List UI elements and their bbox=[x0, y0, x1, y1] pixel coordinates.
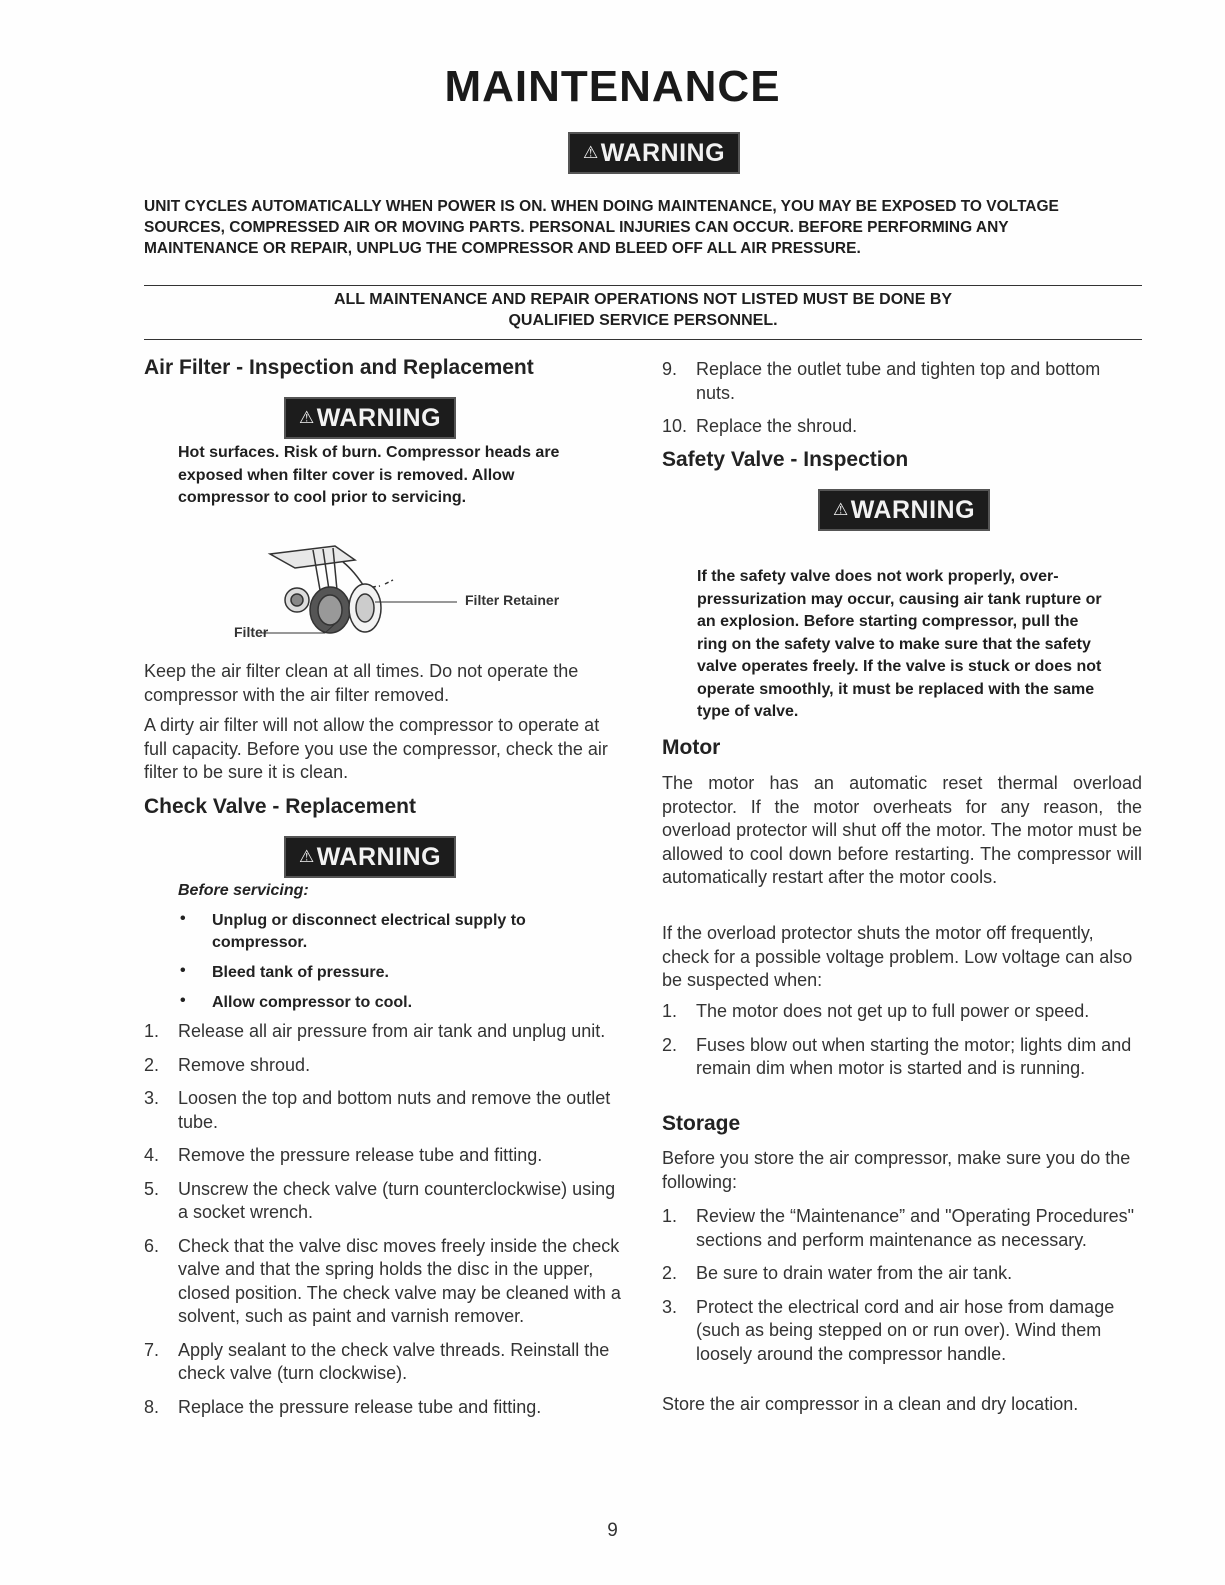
warning-badge: ⚠ WARNING bbox=[284, 397, 456, 439]
storage-outro: Store the air compressor in a clean and dry location. bbox=[662, 1394, 1079, 1414]
list-item: 4. Remove the pressure release tube and fitting. bbox=[144, 1145, 543, 1165]
motor-paragraph: The motor has an automatic reset thermal overload protector. If the motor overheats for any reason, the overload protector will shut off the motor. The motor must be allowed to cool down before restarting. The compressor will automatically restart after the motor cools. bbox=[662, 773, 1142, 887]
notice-text: ALL MAINTENANCE AND REPAIR OPERATIONS NOT LISTED MUST BE DONE BY QUALIFIED SERVICE PERSONNEL. bbox=[333, 291, 953, 329]
warning-badge: ⚠ WARNING bbox=[568, 132, 740, 174]
divider bbox=[144, 339, 1142, 340]
list-item: 3. Loosen the top and bottom nuts and remove the outlet tube. bbox=[144, 1088, 611, 1132]
list-item: 1. The motor does not get up to full power or speed. bbox=[662, 1001, 1090, 1021]
air-filter-paragraph: Keep the air filter clean at all times. Do not operate the compressor with the air filter removed. bbox=[144, 661, 579, 705]
motor-heading: Motor bbox=[662, 736, 721, 759]
storage-intro: Before you store the air compressor, make sure you do the following: bbox=[662, 1148, 1131, 1192]
warning-badge: ⚠ WARNING bbox=[818, 489, 990, 531]
before-servicing-label: Before servicing: bbox=[178, 882, 309, 899]
warning-triangle-icon: ⚠ bbox=[832, 500, 849, 519]
check-valve-steps bbox=[144, 1020, 624, 1429]
air-filter-paragraph: A dirty air filter will not allow the compressor to operate at full capacity. Before you use the compressor, check the air filter to be sure it is clean. bbox=[144, 715, 608, 782]
divider bbox=[144, 285, 1142, 286]
motor-paragraph: If the overload protector shuts the motor off frequently, check for a possible voltage problem. Low voltage can also be suspected when: bbox=[662, 923, 1133, 990]
filter-retainer-label: Filter Retainer bbox=[465, 592, 560, 608]
warning-triangle-icon: ⚠ bbox=[298, 408, 315, 427]
filter-label: Filter bbox=[234, 624, 269, 640]
list-item: 9. Replace the outlet tube and tighten top and bottom nuts. bbox=[662, 359, 1101, 403]
safety-valve-warning: If the safety valve does not work properly, over-pressurization may occur, causing air tank rupture or an explosion. Before starting compressor, pull the ring on the safety valve to make sure that the safety valve operates freely. If the valve is stuck or does not operate smoothly, it must be replaced with the same type of valve. bbox=[697, 568, 1102, 720]
list-item: 7. Apply sealant to the check valve threads. Reinstall the check valve (turn clockwise). bbox=[144, 1339, 610, 1383]
check-valve-heading: Check Valve - Replacement bbox=[144, 795, 416, 818]
warning-triangle-icon: ⚠ bbox=[298, 847, 315, 866]
top-warning-text: UNIT CYCLES AUTOMATICALLY WHEN POWER IS ON. WHEN DOING MAINTENANCE, YOU MAY BE EXPOSED TO VOLTAGE SOURCES, COMPRESSED AIR OR MOVING PARTS. PERSONAL INJURIES CAN OCCUR. BEFORE PERFORMING ANY MAINTENANCE OR REPAIR, UNPLUG THE COMPRESSOR AND BLEED OFF ALL AIR PRESSURE. bbox=[144, 198, 1059, 257]
air-filter-warning: Hot surfaces. Risk of burn. Compressor heads are exposed when filter cover is removed. Allow compressor to cool prior to servicing. bbox=[178, 444, 560, 506]
list-item: 5. Unscrew the check valve (turn counterclockwise) using a socket wrench. bbox=[144, 1178, 616, 1222]
page-title: MAINTENANCE bbox=[444, 62, 781, 111]
list-item: 3. Protect the electrical cord and air hose from damage (such as being stepped on or run over). Wind them loosely around the compressor handle. bbox=[662, 1296, 1115, 1364]
list-item: 2. Be sure to drain water from the air tank. bbox=[662, 1263, 1013, 1283]
page-number: 9 bbox=[607, 1520, 618, 1541]
warning-triangle-icon: ⚠ bbox=[582, 143, 599, 162]
list-item: 8. Replace the pressure release tube and fitting. bbox=[144, 1396, 542, 1417]
storage-heading: Storage bbox=[662, 1112, 741, 1135]
list-item: 2. Fuses blow out when starting the motor; lights dim and remain dim when motor is started and is running. bbox=[662, 1034, 1132, 1078]
list-item: • Unplug or disconnect electrical supply to compressor. bbox=[180, 910, 526, 951]
storage-list bbox=[662, 1205, 1142, 1376]
list-item: • Bleed tank of pressure. bbox=[180, 962, 389, 981]
motor-list bbox=[662, 1000, 1142, 1091]
list-item: 6. Check that the valve disc moves freely inside the check valve and that the spring holds the disc in the upper, closed position. The check valve may be cleaned with a solvent, such as paint and varnish remover. bbox=[144, 1235, 621, 1326]
list-item: 1. Release all air pressure from air tank and unplug unit. bbox=[144, 1021, 606, 1041]
list-item: 1. Review the “Maintenance” and "Operating Procedures" sections and perform maintenance as necessary. bbox=[662, 1206, 1135, 1250]
check-valve-bullets bbox=[178, 910, 598, 1022]
air-filter-heading: Air Filter - Inspection and Replacement bbox=[144, 356, 534, 379]
warning-badge: ⚠ WARNING bbox=[284, 836, 456, 878]
check-valve-steps-continued bbox=[662, 358, 1142, 449]
list-item: • Allow compressor to cool. bbox=[180, 992, 413, 1011]
list-item: 2. Remove shroud. bbox=[144, 1054, 311, 1075]
safety-valve-heading: Safety Valve - Inspection bbox=[662, 448, 909, 471]
list-item: 10. Replace the shroud. bbox=[662, 416, 858, 436]
